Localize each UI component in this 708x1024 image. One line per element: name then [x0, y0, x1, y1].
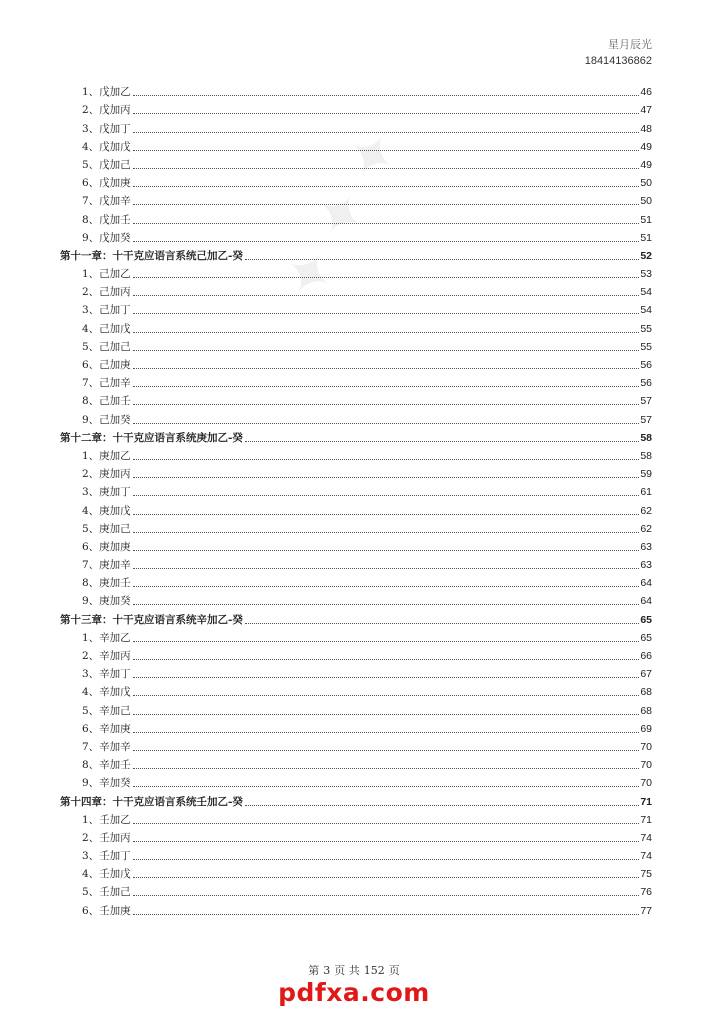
dot-leader — [133, 458, 640, 460]
toc-entry-row[interactable] — [60, 463, 652, 481]
toc-chapter-row[interactable] — [60, 608, 652, 626]
dot-leader — [133, 240, 640, 242]
toc-chapter-row[interactable] — [60, 790, 652, 808]
toc-page-number: 63 — [640, 540, 652, 553]
toc-page-number: 71 — [640, 795, 652, 808]
toc-entry-row[interactable] — [60, 281, 652, 299]
toc-page-number: 57 — [640, 395, 652, 408]
toc-entry-row[interactable] — [60, 208, 652, 226]
toc-page-number: 70 — [640, 759, 652, 772]
dot-leader — [133, 785, 640, 787]
toc-label: 1、壬加乙 — [82, 813, 131, 826]
toc-chapter-row[interactable] — [60, 427, 652, 445]
table-of-contents — [60, 81, 652, 918]
toc-page-number: 70 — [640, 777, 652, 790]
toc-entry-row[interactable] — [60, 354, 652, 372]
dot-leader — [133, 749, 640, 751]
page-footer — [0, 962, 708, 978]
toc-page-number: 76 — [640, 886, 652, 899]
dot-leader — [133, 713, 640, 715]
toc-entry-row[interactable] — [60, 572, 652, 590]
toc-page-number: 57 — [640, 413, 652, 426]
toc-label: 第十一章：十干克应语言系统己加乙-癸 — [60, 249, 243, 262]
toc-entry-row[interactable] — [60, 190, 652, 208]
toc-label: 8、庚加壬 — [82, 577, 131, 590]
toc-entry-row[interactable] — [60, 881, 652, 899]
dot-leader — [133, 312, 640, 314]
toc-entry-row[interactable] — [60, 590, 652, 608]
toc-label: 7、庚加辛 — [82, 559, 131, 572]
toc-page-number: 77 — [640, 904, 652, 917]
toc-page-number: 74 — [640, 850, 652, 863]
footer-mid: 页 共 — [334, 964, 360, 977]
toc-label: 1、戊加乙 — [82, 86, 131, 99]
toc-page-number: 49 — [640, 140, 652, 153]
toc-entry-row[interactable] — [60, 736, 652, 754]
toc-entry-row[interactable] — [60, 645, 652, 663]
dot-leader — [133, 694, 640, 696]
toc-entry-row[interactable] — [60, 154, 652, 172]
toc-entry-row[interactable] — [60, 554, 652, 572]
dot-leader — [133, 858, 640, 860]
toc-label: 1、己加乙 — [82, 268, 131, 281]
toc-page-number: 55 — [640, 322, 652, 335]
toc-page-number: 68 — [640, 704, 652, 717]
toc-entry-row[interactable] — [60, 718, 652, 736]
dot-leader — [133, 276, 640, 278]
toc-label: 9、戊加癸 — [82, 231, 131, 244]
faint-watermark-graphic: ✦ ✦ ✦ — [268, 117, 415, 312]
toc-page-number: 55 — [640, 340, 652, 353]
toc-entry-row[interactable] — [60, 263, 652, 281]
toc-page-number: 54 — [640, 286, 652, 299]
toc-page-number: 65 — [640, 613, 652, 626]
toc-chapter-row[interactable] — [60, 245, 652, 263]
toc-page-number: 64 — [640, 577, 652, 590]
dot-leader — [133, 167, 640, 169]
toc-page-number: 53 — [640, 268, 652, 281]
toc-entry-row[interactable] — [60, 681, 652, 699]
dot-leader — [133, 131, 640, 133]
toc-label: 8、戊加壬 — [82, 213, 131, 226]
dot-leader — [133, 112, 640, 114]
toc-label: 6、庚加庚 — [82, 540, 131, 553]
toc-page-number: 71 — [640, 813, 652, 826]
page-header — [585, 36, 652, 70]
toc-label: 3、庚加丁 — [82, 486, 131, 499]
toc-page-number: 59 — [640, 468, 652, 481]
toc-page-number: 54 — [640, 304, 652, 317]
toc-label: 第十二章：十干克应语言系统庚加乙-癸 — [60, 431, 243, 444]
dot-leader — [133, 876, 640, 878]
toc-entry-row[interactable] — [60, 863, 652, 881]
toc-label: 2、庚加丙 — [82, 468, 131, 481]
toc-entry-row[interactable] — [60, 809, 652, 827]
toc-label: 5、庚加己 — [82, 522, 131, 535]
dot-leader — [133, 894, 640, 896]
toc-entry-row[interactable] — [60, 481, 652, 499]
toc-label: 6、壬加庚 — [82, 904, 131, 917]
toc-page-number: 67 — [640, 668, 652, 681]
toc-entry-row[interactable] — [60, 536, 652, 554]
dot-leader — [245, 804, 639, 806]
toc-entry-row[interactable] — [60, 754, 652, 772]
dot-leader — [133, 94, 640, 96]
total-page-count: 152 — [363, 964, 385, 977]
toc-entry-row[interactable] — [60, 299, 652, 317]
dot-leader — [133, 585, 640, 587]
toc-entry-row[interactable] — [60, 499, 652, 517]
dot-leader — [245, 440, 639, 442]
toc-page-number: 50 — [640, 177, 652, 190]
toc-page-number: 47 — [640, 104, 652, 117]
toc-label: 6、己加庚 — [82, 359, 131, 371]
dot-leader — [133, 331, 640, 333]
toc-entry-row[interactable] — [60, 372, 652, 390]
dot-leader — [133, 531, 640, 533]
toc-entry-row[interactable] — [60, 772, 652, 790]
toc-label: 9、己加癸 — [82, 413, 131, 426]
toc-label: 第十三章：十干克应语言系统辛加乙-癸 — [60, 613, 243, 626]
toc-page-number: 64 — [640, 595, 652, 608]
toc-page-number: 51 — [640, 231, 652, 244]
toc-page-number: 69 — [640, 722, 652, 735]
dot-leader — [133, 731, 640, 733]
toc-label: 5、壬加己 — [82, 886, 131, 899]
toc-page-number: 50 — [640, 195, 652, 208]
toc-page-number: 58 — [640, 431, 652, 444]
toc-label: 2、辛加丙 — [82, 650, 131, 662]
toc-label: 7、己加辛 — [82, 377, 131, 390]
toc-page-number: 58 — [640, 449, 652, 462]
toc-entry-row[interactable] — [60, 899, 652, 917]
toc-page-number: 56 — [640, 359, 652, 371]
toc-entry-row[interactable] — [60, 336, 652, 354]
toc-page-number: 68 — [640, 686, 652, 699]
toc-label: 5、辛加己 — [82, 704, 131, 717]
toc-page-number: 66 — [640, 650, 652, 662]
toc-label: 7、辛加辛 — [82, 740, 131, 753]
dot-leader — [133, 149, 640, 151]
toc-label: 2、戊加丙 — [82, 104, 131, 117]
toc-page-number: 62 — [640, 522, 652, 535]
toc-entry-row[interactable] — [60, 390, 652, 408]
toc-label: 3、壬加丁 — [82, 850, 131, 863]
toc-label: 4、庚加戊 — [82, 504, 131, 517]
toc-label: 2、己加丙 — [82, 286, 131, 299]
dot-leader — [133, 367, 640, 369]
dot-leader — [133, 422, 640, 424]
toc-page-number: 49 — [640, 158, 652, 171]
toc-entry-row[interactable] — [60, 627, 652, 645]
toc-entry-row[interactable] — [60, 99, 652, 117]
toc-label: 4、戊加戊 — [82, 140, 131, 153]
toc-entry-row[interactable] — [60, 445, 652, 463]
dot-leader — [133, 349, 640, 351]
dot-leader — [133, 513, 640, 515]
dot-leader — [133, 385, 640, 387]
toc-page-number: 51 — [640, 213, 652, 226]
dot-leader — [133, 549, 640, 551]
toc-page-number: 65 — [640, 631, 652, 644]
toc-entry-row[interactable] — [60, 136, 652, 154]
dot-leader — [133, 640, 640, 642]
dot-leader — [133, 476, 640, 478]
toc-entry-row[interactable] — [60, 827, 652, 845]
toc-page-number: 61 — [640, 486, 652, 499]
toc-entry-row[interactable] — [60, 172, 652, 190]
toc-label: 5、戊加己 — [82, 158, 131, 171]
toc-page-number: 46 — [640, 86, 652, 99]
toc-page-number: 70 — [640, 740, 652, 753]
dot-leader — [245, 258, 639, 260]
toc-label: 9、庚加癸 — [82, 595, 131, 608]
toc-entry-row[interactable] — [60, 408, 652, 426]
dot-leader — [133, 676, 640, 678]
author-phone: 18414136862 — [584, 55, 652, 67]
footer-suffix: 页 — [388, 964, 400, 977]
site-watermark: pdfxa.com — [278, 978, 430, 1007]
toc-page-number: 48 — [640, 122, 652, 135]
author-name: 星月辰光 — [608, 38, 652, 51]
dot-leader — [133, 294, 640, 296]
dot-leader — [133, 658, 640, 660]
toc-entry-row[interactable] — [60, 81, 652, 99]
dot-leader — [133, 913, 640, 915]
toc-label: 4、己加戊 — [82, 322, 131, 335]
dot-leader — [133, 767, 640, 769]
dot-leader — [133, 494, 640, 496]
toc-label: 2、壬加丙 — [82, 831, 131, 844]
dot-leader — [133, 203, 640, 205]
toc-label: 6、戊加庚 — [82, 177, 131, 190]
toc-label: 1、庚加乙 — [82, 449, 131, 462]
dot-leader — [133, 185, 640, 187]
toc-label: 3、辛加丁 — [82, 668, 131, 681]
toc-label: 4、辛加戊 — [82, 686, 131, 699]
toc-entry-row[interactable] — [60, 845, 652, 863]
dot-leader — [133, 822, 640, 824]
current-page-number: 3 — [323, 964, 331, 977]
toc-label: 8、己加壬 — [82, 395, 131, 408]
toc-page-number: 74 — [640, 831, 652, 844]
dot-leader — [133, 403, 640, 405]
toc-entry-row[interactable] — [60, 227, 652, 245]
dot-leader — [133, 603, 640, 605]
toc-entry-row[interactable] — [60, 317, 652, 335]
toc-entry-row[interactable] — [60, 663, 652, 681]
toc-entry-row[interactable] — [60, 699, 652, 717]
dot-leader — [133, 567, 640, 569]
toc-label: 3、戊加丁 — [82, 122, 131, 135]
toc-label: 3、己加丁 — [82, 304, 131, 317]
footer-prefix: 第 — [308, 964, 320, 977]
toc-entry-row[interactable] — [60, 117, 652, 135]
toc-page-number: 56 — [640, 377, 652, 390]
toc-label: 6、辛加庚 — [82, 722, 131, 735]
toc-label: 8、辛加壬 — [82, 759, 131, 772]
toc-page-number: 52 — [640, 249, 652, 262]
toc-label: 第十四章：十干克应语言系统壬加乙-癸 — [60, 795, 243, 808]
toc-label: 4、壬加戊 — [82, 868, 131, 881]
dot-leader — [133, 840, 640, 842]
dot-leader — [133, 222, 640, 224]
toc-page-number: 62 — [640, 504, 652, 517]
toc-label: 1、辛加乙 — [82, 631, 131, 644]
toc-label: 7、戊加辛 — [82, 195, 131, 208]
toc-page-number: 75 — [640, 868, 652, 881]
toc-page-number: 63 — [640, 559, 652, 572]
dot-leader — [245, 622, 639, 624]
toc-entry-row[interactable] — [60, 518, 652, 536]
toc-label: 5、己加己 — [82, 340, 131, 353]
toc-label: 9、辛加癸 — [82, 777, 131, 790]
